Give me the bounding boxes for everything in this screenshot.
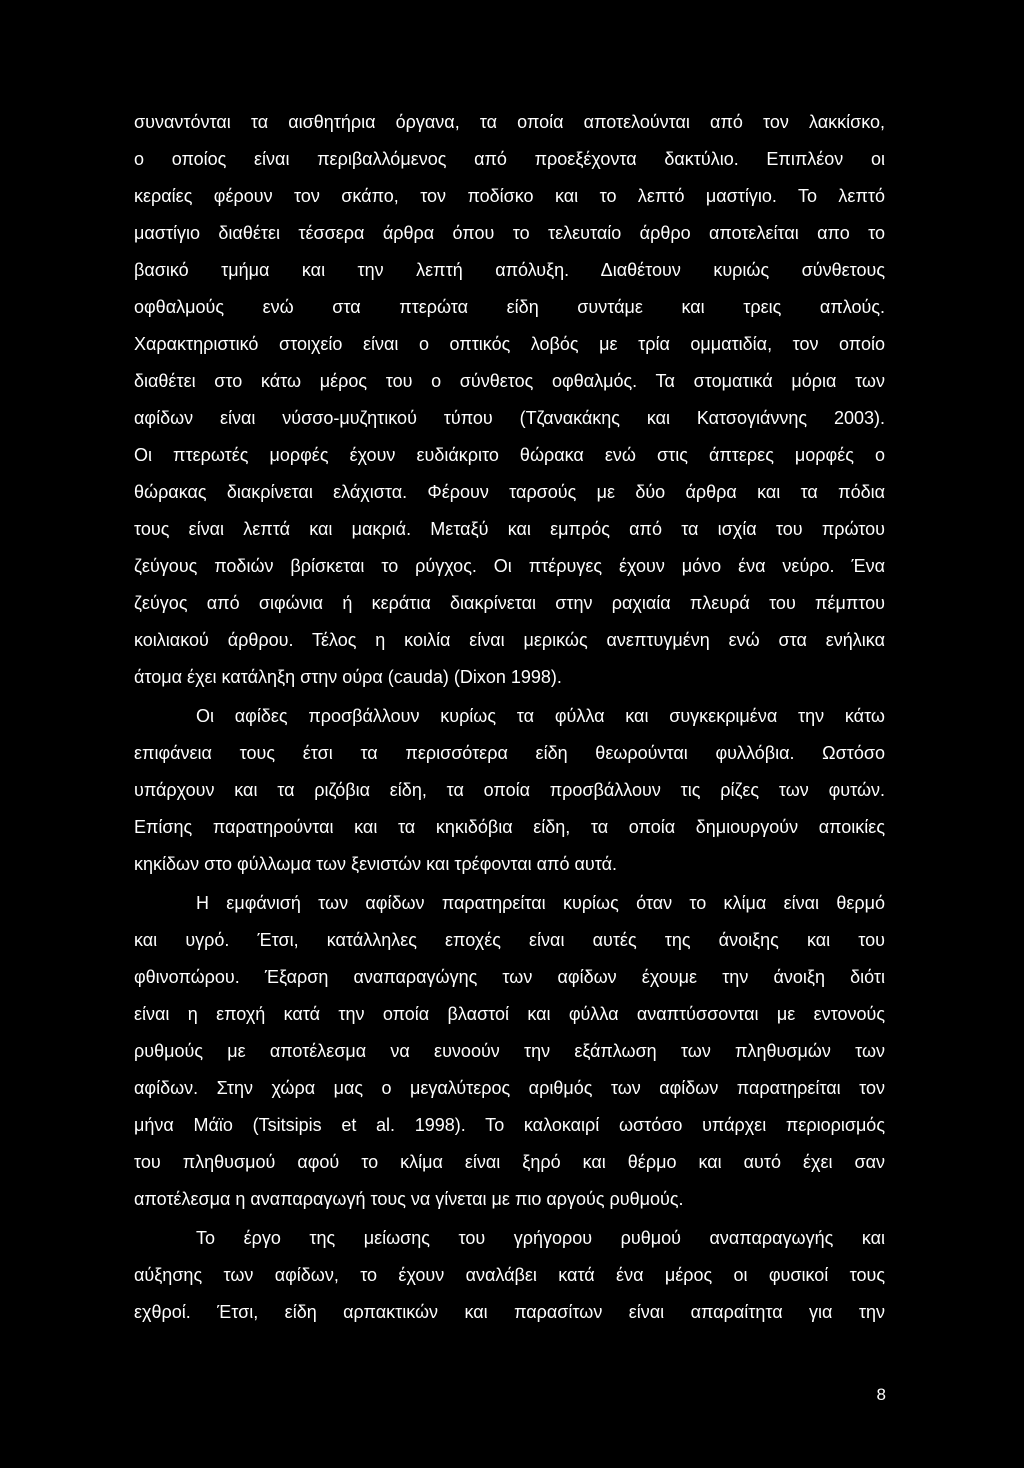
- text-line: ο οποίος είναι περιβαλλόμενος από προεξέχοντα δακτύλιο. Επιπλέον οι: [134, 149, 885, 169]
- text-line: ζεύγος από σιφώνια ή κεράτια διακρίνεται στην ραχιαία πλευρά του πέμπτου: [134, 593, 885, 613]
- text-line: αύξησης των αφίδων, το έχουν αναλάβει κατά ένα μέρος οι φυσικοί τους: [134, 1265, 885, 1285]
- text-line: του πληθυσμού αφού το κλίμα είναι ξηρό και θέρμο και αυτό έχει σαν: [134, 1152, 885, 1172]
- text-line: εχθροί. Έτσι, είδη αρπακτικών και παρασίτων είναι απαραίτητα για την: [134, 1302, 885, 1322]
- text-line: βασικό τμήμα και την λεπτή απόλυξη. Διαθέτουν κυριώς σύνθετους: [134, 260, 885, 280]
- text-line: κηκίδων στο φύλλωμα των ξενιστών και τρέφονται από αυτά.: [134, 854, 618, 874]
- text-line: υπάρχουν και τα ριζόβια είδη, τα οποία προσβάλλουν τις ρίζες των φυτών.: [134, 780, 885, 800]
- text-line: θώρακας διακρίνεται ελάχιστα. Φέρουν ταρσούς με δύο άρθρα και τα πόδια: [134, 482, 885, 502]
- text-line: Οι πτερωτές μορφές έχουν ευδιάκριτο θώρακα ενώ στις άπτερες μορφές ο: [134, 445, 885, 465]
- text-line: μαστίγιο διαθέτει τέσσερα άρθρα όπου το τελευταίο άρθρο αποτελείται απο το: [134, 223, 885, 243]
- text-line: διαθέτει στο κάτω μέρος του ο σύνθετος οφθαλμός. Τα στοματικά μόρια των: [134, 371, 885, 391]
- text-line: άτομα έχει κατάληξη στην ούρα (cauda) (Dixon 1998).: [134, 667, 562, 687]
- text-line: επιφάνεια τους έτσι τα περισσότερα είδη θεωρούνται φυλλόβια. Ωστόσο: [134, 743, 885, 763]
- text-line: αφίδων. Στην χώρα μας ο μεγαλύτερος αριθμός των αφίδων παρατηρείται τον: [134, 1078, 885, 1098]
- text-line: οφθαλμούς ενώ στα πτερώτα είδη συντάμε και τρεις απλούς.: [134, 297, 885, 317]
- paragraph-first-line: Η εμφάνισή των αφίδων παρατηρείται κυρίως όταν το κλίμα είναι θερμό: [196, 893, 885, 913]
- text-line: Επίσης παρατηρούνται και τα κηκιδόβια είδη, τα οποία δημιουργούν αποικίες: [134, 817, 885, 837]
- text-line: ρυθμούς με αποτέλεσμα να ευνοούν την εξάπλωση των πληθυσμών των: [134, 1041, 885, 1061]
- text-line: κοιλιακού άρθρου. Τέλος η κοιλία είναι μερικώς ανεπτυγμένη ενώ στα ενήλικα: [134, 630, 885, 650]
- text-line: είναι η εποχή κατά την οποία βλαστοί και φύλλα αναπτύσσονται με εντονούς: [134, 1004, 885, 1024]
- text-line: Χαρακτηριστικό στοιχείο είναι ο οπτικός λοβός με τρία ομματιδία, τον οποίο: [134, 334, 885, 354]
- paragraph-first-line: Οι αφίδες προσβάλλουν κυρίως τα φύλλα και συγκεκριμένα την κάτω: [196, 706, 885, 726]
- paragraph-first-line: Το έργο της μείωσης του γρήγορου ρυθμού αναπαραγωγής και: [196, 1228, 885, 1248]
- text-line: αποτέλεσμα η αναπαραγωγή τους να γίνεται με πιο αργούς ρυθμούς.: [134, 1189, 684, 1209]
- text-line: ζεύγους ποδιών βρίσκεται το ρύγχος. Οι πτέρυγες έχουν μόνο ένα νεύρο. Ένα: [134, 556, 885, 576]
- text-line: συναντόνται τα αισθητήρια όργανα, τα οποία αποτελούνται από τον λακκίσκο,: [134, 112, 885, 132]
- text-line: τους είναι λεπτά και μακριά. Μεταξύ και εμπρός από τα ισχία του πρώτου: [134, 519, 885, 539]
- text-line: κεραίες φέρουν τον σκάπο, τον ποδίσκο και το λεπτό μαστίγιο. Το λεπτό: [134, 186, 885, 206]
- text-line: μήνα Μάϊο (Tsitsipis et al. 1998). Το καλοκαιρί ωστόσο υπάρχει περιορισμός: [134, 1115, 885, 1135]
- text-line: φθινοπώρου. Έξαρση αναπαραγώγης των αφίδων έχουμε την άνοιξη διότι: [134, 967, 885, 987]
- page-number: 8: [876, 1385, 886, 1404]
- text-line: και υγρό. Έτσι, κατάλληλες εποχές είναι αυτές της άνοιξης και του: [134, 930, 885, 950]
- text-line: αφίδων είναι νύσσο-μυζητικού τύπου (Τζανακάκης και Κατσογιάννης 2003).: [134, 408, 885, 428]
